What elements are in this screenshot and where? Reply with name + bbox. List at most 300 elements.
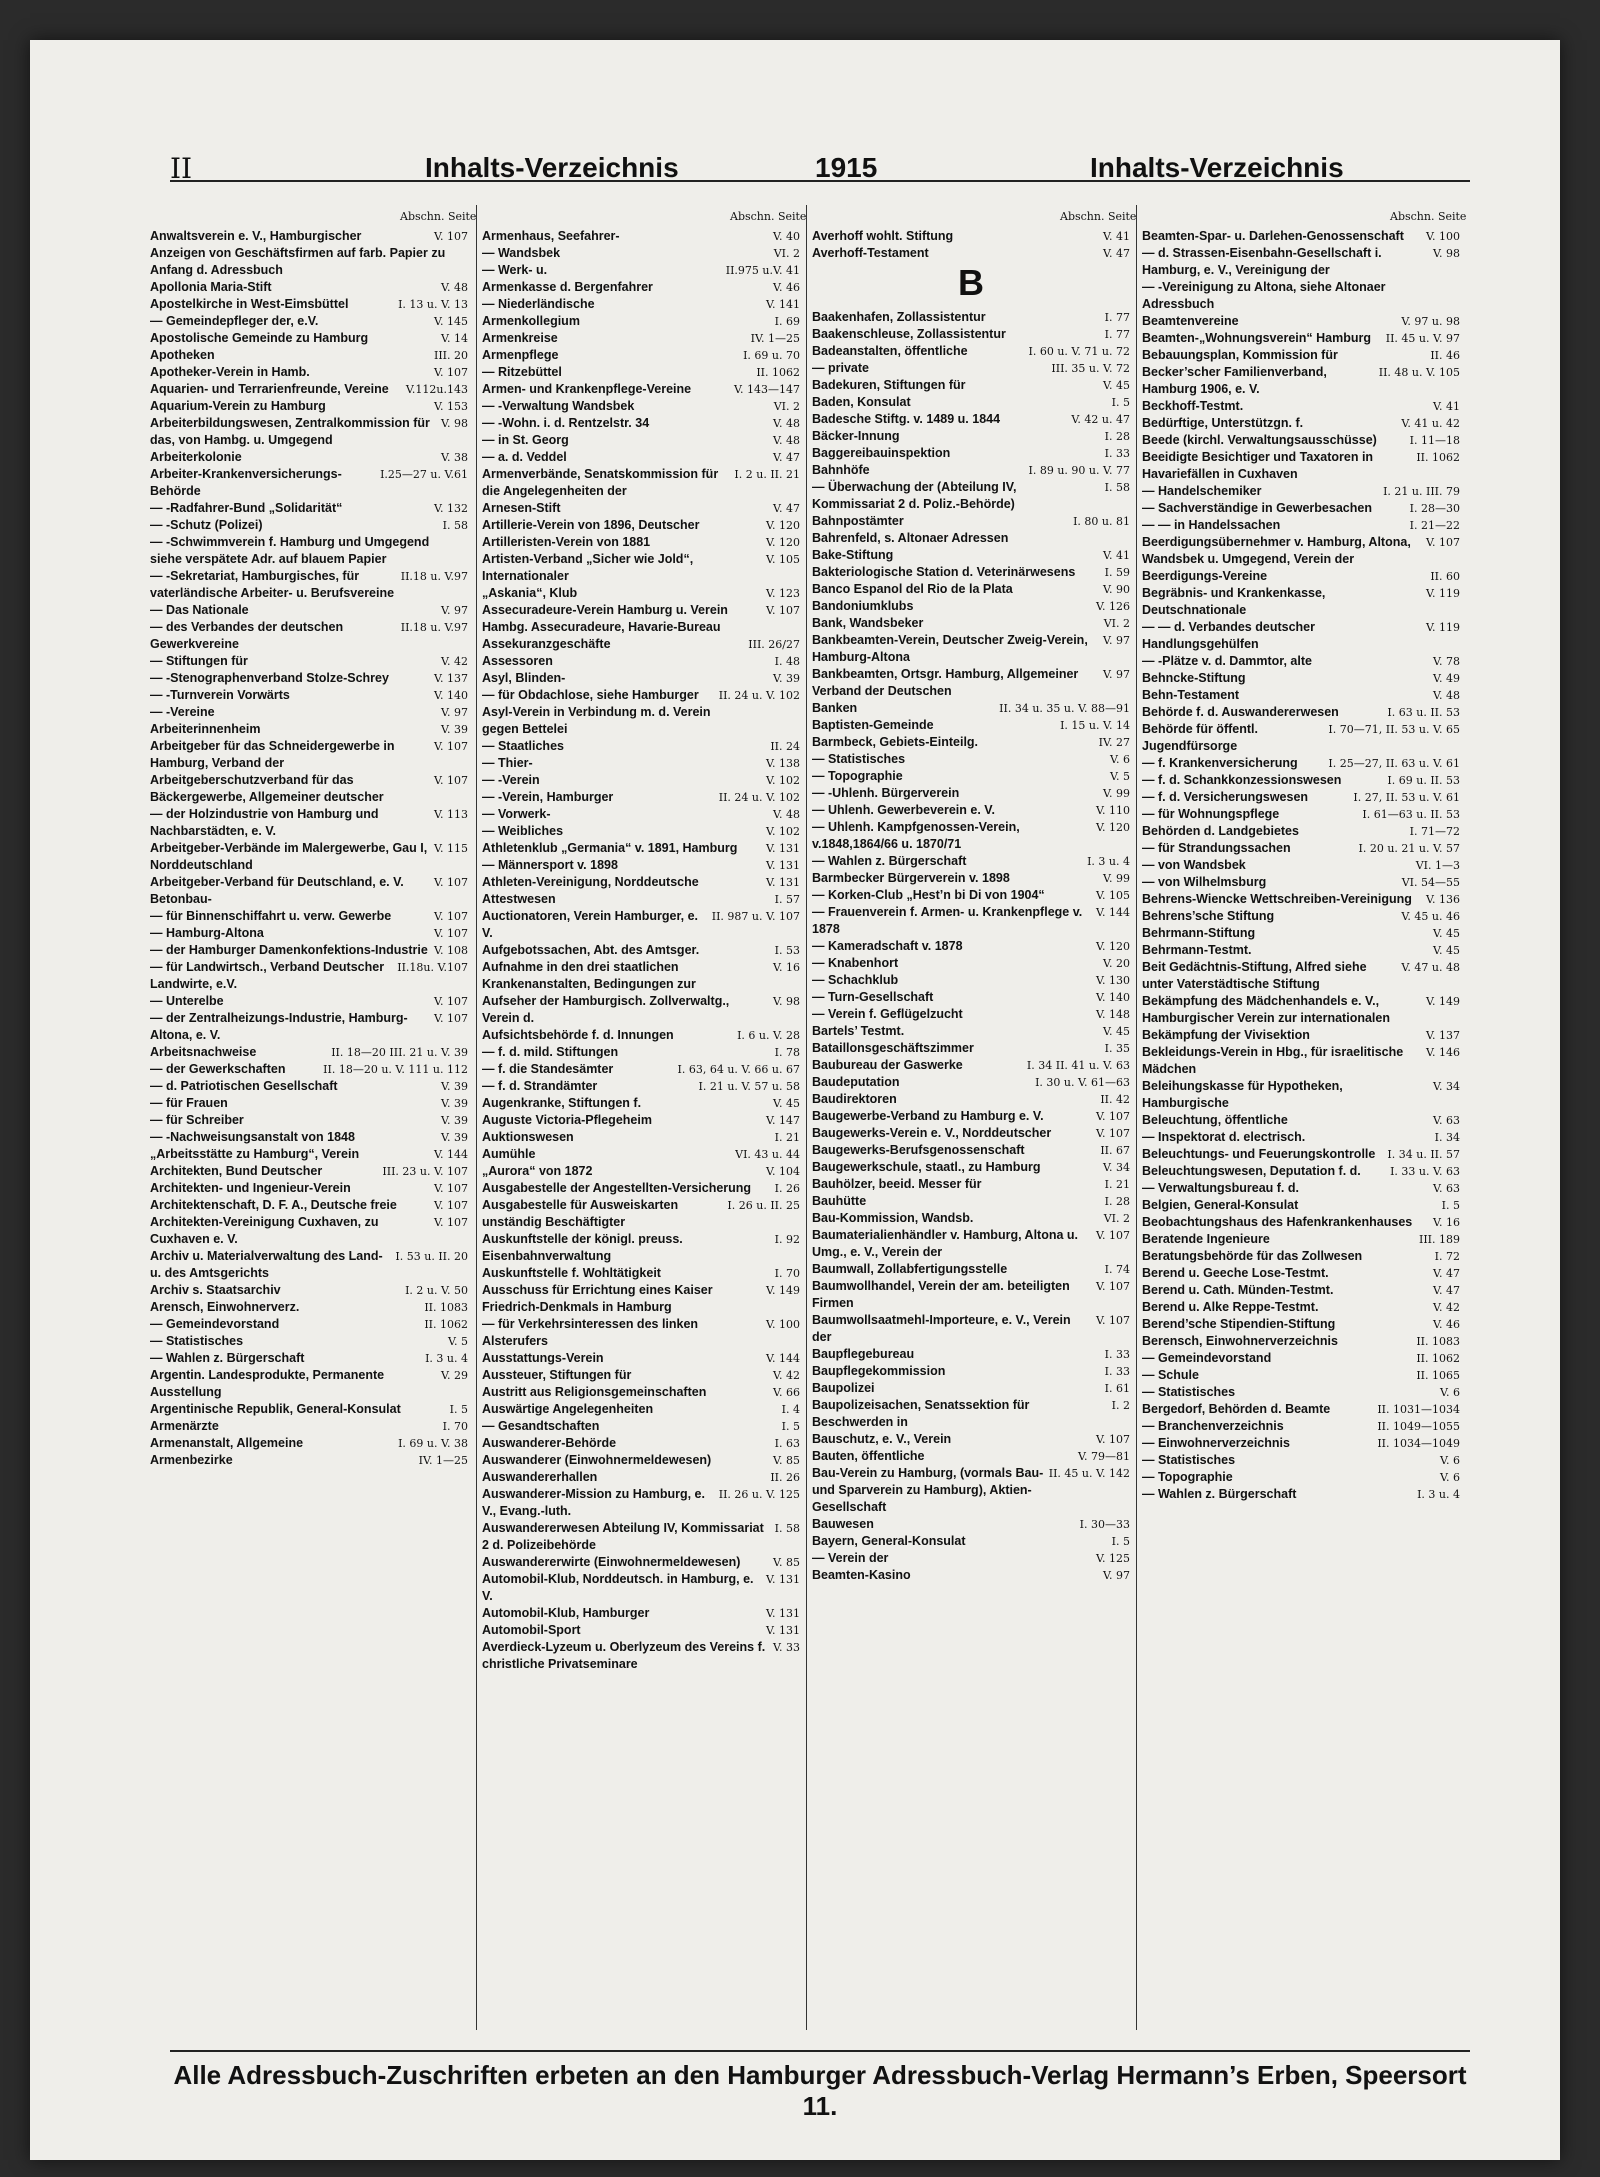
column-header: Abschn. Seite <box>400 210 477 223</box>
entry-label: Argentinische Republik, General-Konsulat <box>150 1402 401 1416</box>
entry-reference: II. 24 u. V. 102 <box>718 791 800 804</box>
entry-reference: I. 28 <box>1104 430 1130 443</box>
entry-reference: II. 1083 <box>424 1301 468 1314</box>
index-entry <box>150 1112 468 1129</box>
entry-reference: V. 6 <box>1439 1386 1460 1399</box>
entry-label: Aufgebotssachen, Abt. des Amtsger. <box>482 943 700 957</box>
index-entry <box>812 1380 1130 1397</box>
entry-label: Artisten-Verband „Sicher wie Jold“, Internationaler <box>482 552 694 583</box>
index-entry <box>150 1146 468 1163</box>
entry-reference: II.18 u. V.97 <box>400 570 468 583</box>
index-entry <box>150 653 468 670</box>
entry-label: Beede (kirchl. Verwaltungsausschüsse) <box>1142 433 1377 447</box>
entry-label: — Verwaltungsbureau f. d. <box>1142 1181 1299 1195</box>
entry-reference: II. 42 <box>1100 1093 1130 1106</box>
entry-label: — Vorwerk- <box>482 807 551 821</box>
entry-reference: I. 58 <box>1104 481 1130 494</box>
entry-label: — Wahlen z. Bürgerschaft <box>812 854 967 868</box>
index-entry <box>482 517 800 534</box>
entry-label: — Thier- <box>482 756 533 770</box>
entry-label: — f. Krankenversicherung <box>1142 756 1298 770</box>
entry-label: — Kameradschaft v. 1878 <box>812 939 963 953</box>
index-entry <box>482 1231 800 1265</box>
entry-label: Baakenhafen, Zollassistentur <box>812 310 986 324</box>
index-entry <box>150 1163 468 1180</box>
index-entry <box>150 1197 468 1214</box>
index-entry <box>812 1516 1130 1533</box>
index-entry <box>812 1567 1130 1584</box>
index-entry <box>482 313 800 330</box>
entry-label: Baupflegebureau <box>812 1347 915 1361</box>
entry-reference: II. 26 u. V. 125 <box>718 1488 800 1501</box>
index-entry <box>1142 670 1460 687</box>
entry-label: Bartels’ Testmt. <box>812 1024 905 1038</box>
entry-label: Berend u. Cath. Münden-Testmt. <box>1142 1283 1334 1297</box>
index-entry <box>482 449 800 466</box>
entry-reference: V. 140 <box>1095 991 1130 1004</box>
entry-reference: I. 61 <box>1104 1382 1130 1395</box>
entry-label: Beamtenvereine <box>1142 314 1239 328</box>
index-entry <box>482 653 800 670</box>
index-entry <box>150 517 468 534</box>
entry-reference: II. 67 <box>1100 1144 1130 1157</box>
entry-label: — -Nachweisungsanstalt von 1848 <box>150 1130 355 1144</box>
index-entry <box>1142 313 1460 330</box>
entry-label: — der Gewerkschaften <box>150 1062 286 1076</box>
index-entry <box>150 687 468 704</box>
index-entry <box>812 1074 1130 1091</box>
index-entry <box>482 891 800 908</box>
entry-reference: I. 77 <box>1104 328 1130 341</box>
entry-label: — Staatliches <box>482 739 564 753</box>
index-entry <box>812 479 1130 513</box>
index-entry <box>812 632 1130 666</box>
index-entry <box>150 925 468 942</box>
entry-label: Aufnahme in den drei staatlichen Krankenanstalten, Bedingungen zur <box>482 960 696 991</box>
entry-label: Behrmann-Stiftung <box>1142 926 1256 940</box>
entry-reference: V. 125 <box>1095 1552 1130 1565</box>
entry-reference: II. 1031—1034 <box>1377 1403 1460 1416</box>
index-entry <box>482 347 800 364</box>
entry-reference: V. 132 <box>433 502 468 515</box>
entry-reference: I. 58 <box>442 519 468 532</box>
entry-reference: I. 53 u. II. 20 <box>395 1250 468 1263</box>
index-entry <box>482 1486 800 1520</box>
index-entry <box>1142 517 1460 534</box>
index-entry <box>1142 279 1460 313</box>
entry-reference: V.112u.143 <box>405 383 468 396</box>
index-entry <box>150 704 468 721</box>
index-entry <box>1142 449 1460 483</box>
entry-reference: V. 107 <box>1095 1229 1130 1242</box>
entry-label: — a. d. Veddel <box>482 450 567 464</box>
entry-label: Apotheken <box>150 348 215 362</box>
index-entry <box>812 853 1130 870</box>
entry-reference: I. 13 u. V. 13 <box>398 298 468 311</box>
index-entry <box>1142 1146 1460 1163</box>
entry-reference: I. 2 <box>1111 1399 1130 1412</box>
index-entry <box>812 1006 1130 1023</box>
index-entry <box>150 806 468 840</box>
entry-label: — Handelschemiker <box>1142 484 1262 498</box>
index-entry <box>812 1550 1130 1567</box>
entry-reference: V. 113 <box>433 808 468 821</box>
entry-reference: V. 98 <box>1432 247 1460 260</box>
index-entry <box>482 1605 800 1622</box>
entry-label: — der Zentralheizungs-Industrie, Hamburg-Altona, e. V. <box>150 1011 408 1042</box>
entry-reference: I. 58 <box>774 1522 800 1535</box>
entry-label: Baupflegekommission <box>812 1364 946 1378</box>
header-title-right: Inhalts-Verzeichnis <box>1090 152 1344 183</box>
entry-reference: V. 41 u. 42 <box>1401 417 1460 430</box>
entry-reference: I. 63, 64 u. V. 66 u. 67 <box>677 1063 800 1076</box>
entry-label: „Arbeitsstätte zu Hamburg“, Verein <box>150 1147 360 1161</box>
entry-reference: III. 20 <box>433 349 468 362</box>
index-entry <box>1142 857 1460 874</box>
index-entry <box>482 228 800 245</box>
index-entry <box>1142 415 1460 432</box>
entry-label: Architektenschaft, D. F. A., Deutsche freie <box>150 1198 397 1212</box>
index-entry <box>1142 1214 1460 1231</box>
index-entry <box>482 1520 800 1554</box>
index-entry <box>150 330 468 347</box>
entry-label: — -Verwaltung Wandsbek <box>482 399 635 413</box>
index-entry <box>812 1193 1130 1210</box>
entry-label: — Schule <box>1142 1368 1199 1382</box>
entry-reference: V. 38 <box>440 451 468 464</box>
index-entry <box>482 1469 800 1486</box>
index-entry <box>812 1227 1130 1261</box>
entry-reference: II. 18—20 u. V. 111 u. 112 <box>323 1063 468 1076</box>
entry-label: Auktionswesen <box>482 1130 574 1144</box>
index-entry <box>150 1418 468 1435</box>
index-entry <box>812 228 1130 245</box>
entry-reference: V. 107 <box>1095 1314 1130 1327</box>
entry-reference: V. 107 <box>433 910 468 923</box>
entry-label: — Topographie <box>1142 1470 1233 1484</box>
entry-reference: II. 45 u. V. 142 <box>1048 1467 1130 1480</box>
entry-label: Bebauungsplan, Kommission für <box>1142 348 1338 362</box>
entry-reference: V. 78 <box>1432 655 1460 668</box>
index-entry <box>1142 959 1460 993</box>
page-number: II <box>170 152 193 185</box>
entry-label: Bau-Verein zu Hamburg, (vormals Bau- und Sparverein zu Hamburg), Aktien-Gesellschaft <box>812 1466 1044 1514</box>
entry-reference: V. 20 <box>1102 957 1130 970</box>
entry-label: Bakteriologische Station d. Veterinärwesens <box>812 565 1076 579</box>
index-entry <box>812 513 1130 530</box>
entry-reference: V. 66 <box>772 1386 800 1399</box>
entry-label: Arbeitgeberschutzverband für das Bäckergewerbe, Allgemeiner deutscher <box>150 773 384 804</box>
entry-label: — Einwohnerverzeichnis <box>1142 1436 1290 1450</box>
index-entry <box>150 534 468 568</box>
index-entry <box>1142 1469 1460 1486</box>
entry-reference: I. 3 u. 4 <box>1087 855 1130 868</box>
entry-label: Auguste Victoria-Pflegeheim <box>482 1113 652 1127</box>
entry-reference: I. 21 <box>1104 1178 1130 1191</box>
index-entry <box>812 411 1130 428</box>
entry-reference: V. 107 <box>433 230 468 243</box>
index-entry <box>812 938 1130 955</box>
entry-reference: II. 34 u. 35 u. V. 88—91 <box>999 702 1130 715</box>
entry-reference: V. 5 <box>1109 770 1130 783</box>
index-entry <box>482 296 800 313</box>
entry-label: Auswärtige Angelegenheiten <box>482 1402 654 1416</box>
column-divider <box>806 205 807 2030</box>
entry-label: — Weibliches <box>482 824 564 838</box>
entry-label: Attestwesen <box>482 892 556 906</box>
entry-reference: V. 5 <box>447 1335 468 1348</box>
entry-reference: II. 1065 <box>1416 1369 1460 1382</box>
entry-reference: V. 119 <box>1425 587 1460 600</box>
entry-reference: V. 137 <box>1425 1029 1460 1042</box>
index-entry <box>482 1044 800 1061</box>
entry-label: Bake-Stiftung <box>812 548 894 562</box>
entry-reference: V. 105 <box>765 553 800 566</box>
index-entry <box>812 1176 1130 1193</box>
index-entry <box>812 581 1130 598</box>
index-entry <box>812 1346 1130 1363</box>
index-entry <box>1142 925 1460 942</box>
entry-label: „Aurora“ von 1872 <box>482 1164 593 1178</box>
entry-reference: V. 126 <box>1095 600 1130 613</box>
entry-label: Badesche Stiftg. v. 1489 u. 1844 <box>812 412 1001 426</box>
entry-reference: V. 107 <box>433 366 468 379</box>
entry-reference: V. 148 <box>1095 1008 1130 1021</box>
publisher-footer: Alle Adressbuch-Zuschriften erbeten an den Hamburger Adressbuch-Verlag Hermann’s Erben, Speersort 11. <box>170 2050 1470 2122</box>
entry-label: — in St. Georg <box>482 433 569 447</box>
entry-label: — Niederländische <box>482 297 595 311</box>
entry-label: Beleuchtungs- und Feuerungskontrolle <box>1142 1147 1376 1161</box>
index-entry <box>1142 1197 1460 1214</box>
entry-reference: I. 5 <box>1111 396 1130 409</box>
entry-label: Banco Espanol del Rio de la Plata <box>812 582 1013 596</box>
entry-label: Archiv s. Staatsarchiv <box>150 1283 281 1297</box>
entry-reference: I. 69 u. 70 <box>743 349 800 362</box>
entry-reference: V. 108 <box>433 944 468 957</box>
index-entry <box>812 1448 1130 1465</box>
index-entry <box>1142 1350 1460 1367</box>
entry-reference: V. 41 <box>1102 549 1130 562</box>
index-entry <box>812 1142 1130 1159</box>
entry-reference: V. 47 <box>1432 1267 1460 1280</box>
entry-reference: I. 59 <box>1104 566 1130 579</box>
entry-reference: V. 98 <box>772 995 800 1008</box>
index-entry <box>812 1261 1130 1278</box>
entry-reference: I. 70 <box>774 1267 800 1280</box>
index-entry <box>812 802 1130 819</box>
index-entry <box>1142 347 1460 364</box>
index-entry <box>482 1418 800 1435</box>
entry-label: Behrens-Wiencke Wettschreiben-Vereinigung <box>1142 892 1412 906</box>
index-entry <box>150 1316 468 1333</box>
entry-reference: I. 61—63 u. II. 53 <box>1362 808 1460 821</box>
entry-reference: III. 35 u. V. 72 <box>1051 362 1130 375</box>
entry-label: Behörde f. d. Auswandererwesen <box>1142 705 1339 719</box>
entry-reference: V. 46 <box>1432 1318 1460 1331</box>
index-entry <box>482 245 800 262</box>
index-entry <box>482 1282 800 1316</box>
index-entry <box>1142 432 1460 449</box>
entry-label: Baugewerks-Berufsgenossenschaft <box>812 1143 1025 1157</box>
entry-label: — Branchenverzeichnis <box>1142 1419 1284 1433</box>
index-entry <box>1142 1401 1460 1418</box>
entry-label: Armenhaus, Seefahrer- <box>482 229 620 243</box>
index-entry <box>150 942 468 959</box>
entry-label: Apostelkirche in West-Eimsbüttel <box>150 297 349 311</box>
index-entry <box>482 1129 800 1146</box>
entry-reference: V. 42 <box>1432 1301 1460 1314</box>
entry-reference: I. 30 u. V. 61—63 <box>1035 1076 1130 1089</box>
entry-reference: V. 145 <box>433 315 468 328</box>
entry-reference: V. 48 <box>772 808 800 821</box>
index-entry <box>1142 908 1460 925</box>
index-entry <box>812 819 1130 853</box>
index-entry <box>1142 1486 1460 1503</box>
index-entry <box>150 840 468 874</box>
entry-label: Berend u. Geeche Lose-Testmt. <box>1142 1266 1329 1280</box>
index-entry <box>1142 585 1460 619</box>
column-header: Abschn. Seite <box>730 210 807 223</box>
index-entry <box>812 1465 1130 1516</box>
entry-label: — -Stenographenverband Stolze-Schrey <box>150 671 389 685</box>
entry-label: — für Landwirtsch., Verband Deutscher Landwirte, e.V. <box>150 960 385 991</box>
entry-reference: I. 57 <box>774 893 800 906</box>
index-entry <box>482 942 800 959</box>
entry-label: Arbeiterinnenheim <box>150 722 261 736</box>
index-entry <box>150 1401 468 1418</box>
entry-reference: I. 92 <box>774 1233 800 1246</box>
entry-label: Banken <box>812 701 858 715</box>
entry-reference: II. 1049—1055 <box>1377 1420 1460 1433</box>
entry-reference: III. 26/27 <box>748 638 800 651</box>
entry-reference: II.18 u. V.97 <box>400 621 468 634</box>
index-entry <box>1142 721 1460 755</box>
entry-reference: I. 34 u. II. 57 <box>1387 1148 1460 1161</box>
entry-reference: V. 33 <box>772 1641 800 1654</box>
index-entry <box>150 568 468 602</box>
index-entry <box>812 989 1130 1006</box>
entry-label: — d. Patriotischen Gesellschaft <box>150 1079 338 1093</box>
index-entry <box>1142 772 1460 789</box>
entry-reference: V. 42 u. 47 <box>1071 413 1130 426</box>
entry-label: Bank, Wandsbeker <box>812 616 924 630</box>
index-entry <box>812 1108 1130 1125</box>
entry-label: — Gesandtschaften <box>482 1419 600 1433</box>
entry-label: Bauschutz, e. V., Verein <box>812 1432 952 1446</box>
entry-label: — Knabenhort <box>812 956 899 970</box>
entry-label: Barmbeck, Gebiets-Einteilg. <box>812 735 979 749</box>
entry-reference: I. 25—27, II. 63 u. V. 61 <box>1328 757 1460 770</box>
entry-label: Auswanderer-Behörde <box>482 1436 617 1450</box>
entry-label: Anzeigen von Geschäftsfirmen auf farb. Papier zu Anfang d. Adressbuch <box>150 246 446 277</box>
entry-label: Baumwollsaatmehl-Importeure, e. V., Verein der <box>812 1313 1071 1344</box>
entry-label: Behrens’sche Stiftung <box>1142 909 1275 923</box>
index-entry <box>1142 687 1460 704</box>
entry-label: Baugewerbe-Verband zu Hamburg e. V. <box>812 1109 1044 1123</box>
entry-reference: V. 39 <box>440 1114 468 1127</box>
entry-reference: V. 6 <box>1439 1454 1460 1467</box>
entry-reference: V. 39 <box>772 672 800 685</box>
entry-label: — Statistisches <box>150 1334 244 1348</box>
entry-reference: V. 97 <box>440 604 468 617</box>
index-entry <box>150 1010 468 1044</box>
entry-label: Beerdigungs-Vereine <box>1142 569 1268 583</box>
index-entry <box>1142 789 1460 806</box>
index-entry <box>812 1040 1130 1057</box>
entry-label: Architekten, Bund Deutscher <box>150 1164 323 1178</box>
entry-reference: V. 107 <box>433 774 468 787</box>
entry-label: Baudirektoren <box>812 1092 897 1106</box>
entry-label: Behörde für öffentl. Jugendfürsorge <box>1142 722 1258 753</box>
entry-label: Athleten-Vereinigung, Norddeutsche <box>482 875 699 889</box>
index-entry <box>482 1078 800 1095</box>
entry-reference: V. 48 <box>440 281 468 294</box>
entry-label: Beamten-Kasino <box>812 1568 911 1582</box>
entry-reference: V. 45 <box>1432 944 1460 957</box>
index-entry <box>1142 1367 1460 1384</box>
entry-reference: V. 110 <box>1095 804 1130 817</box>
entry-reference: V. 48 <box>772 434 800 447</box>
entry-label: Bahrenfeld, s. Altonaer Adressen <box>812 531 1009 545</box>
entry-reference: VI. 54—55 <box>1401 876 1460 889</box>
entry-label: — Ritzebüttel <box>482 365 562 379</box>
entry-reference: II. 1062 <box>424 1318 468 1331</box>
entry-reference: V. 63 <box>1432 1182 1460 1195</box>
entry-label: Assecuradeure-Verein Hamburg u. Verein Hambg. Assecuradeure, Havarie-Bureau <box>482 603 728 634</box>
entry-label: Beratungsbehörde für das Zollwesen <box>1142 1249 1363 1263</box>
index-entry <box>1142 398 1460 415</box>
entry-reference: V. 130 <box>1095 974 1130 987</box>
index-entry <box>812 462 1130 479</box>
entry-label: Arnesen-Stift <box>482 501 561 515</box>
index-entry <box>482 262 800 279</box>
entry-label: Baumwollhandel, Verein der am. beteiligten Firmen <box>812 1279 1070 1310</box>
entry-reference: IV. 27 <box>1098 736 1130 749</box>
entry-label: Ausschuss für Errichtung eines Kaiser Friedrich-Denkmals in Hamburg <box>482 1283 713 1314</box>
section-letter: B <box>958 262 984 303</box>
entry-label: Behn-Testament <box>1142 688 1240 702</box>
index-entry <box>482 1571 800 1605</box>
entry-reference: I. 69 u. V. 38 <box>398 1437 468 1450</box>
index-entry <box>482 840 800 857</box>
entry-reference: V. 107 <box>1095 1110 1130 1123</box>
entry-reference: I. 60 u. V. 71 u. 72 <box>1028 345 1130 358</box>
entry-reference: I. 33 u. V. 63 <box>1390 1165 1460 1178</box>
index-entry <box>150 619 468 653</box>
entry-label: Baubureau der Gaswerke <box>812 1058 963 1072</box>
index-entry <box>150 245 468 279</box>
entry-label: — für Schreiber <box>150 1113 244 1127</box>
entry-reference: V. 40 <box>772 230 800 243</box>
entry-reference: I. 70 <box>442 1420 468 1433</box>
entry-label: — -Radfahrer-Bund „Solidarität“ <box>150 501 343 515</box>
entry-label: Averhoff-Testament <box>812 246 929 260</box>
entry-reference: V. 102 <box>765 774 800 787</box>
entry-label: Apostolische Gemeinde zu Hamburg <box>150 331 369 345</box>
entry-reference: I. 6 u. V. 28 <box>737 1029 800 1042</box>
index-entry <box>1142 500 1460 517</box>
index-entry <box>150 415 468 449</box>
index-entry <box>482 1367 800 1384</box>
index-entry <box>1142 1027 1460 1044</box>
entry-reference: V. 136 <box>1425 893 1460 906</box>
entry-reference: II. 48 u. V. 105 <box>1378 366 1460 379</box>
entry-reference: I. 70—71, II. 53 u. V. 65 <box>1328 723 1460 736</box>
index-entry <box>482 1435 800 1452</box>
entry-reference: V. 131 <box>765 842 800 855</box>
index-entry <box>482 874 800 891</box>
entry-reference: I. 72 <box>1434 1250 1460 1263</box>
